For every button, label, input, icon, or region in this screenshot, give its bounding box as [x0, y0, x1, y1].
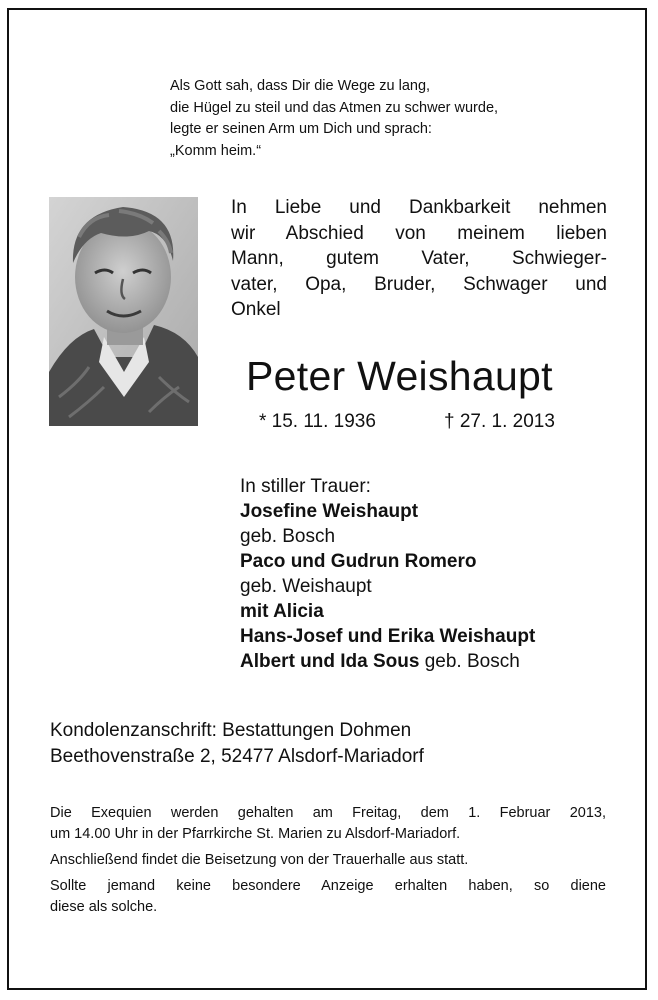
poem-line: die Hügel zu steil und das Atmen zu schwer wurde,: [170, 99, 499, 116]
condolence-line: Beethovenstraße 2, 52477 Alsdorf-Mariadorf: [50, 745, 424, 767]
intro-line: In Liebe und Dankbarkeit nehmen: [231, 197, 607, 218]
poem-line: legte er seinen Arm um Dich und sprach:: [170, 121, 432, 137]
notice-line: Sollte jemand keine besondere Anzeige erhalten haben, so diene: [50, 878, 606, 894]
mourner-line: [240, 524, 535, 549]
intro-line: vater, Opa, Bruder, Schwager und: [231, 273, 607, 295]
life-dates: [259, 409, 555, 435]
intro-line: Onkel: [231, 299, 281, 320]
service-line: Die Exequien werden gehalten am Freitag, dem 1. Februar 2013,: [50, 805, 606, 821]
condolence-address: [50, 718, 424, 769]
notice-line: diese als solche.: [50, 899, 158, 915]
mourner-note: geb. Bosch: [240, 526, 336, 547]
burial-line: Anschließend findet die Beisetzung von der Trauerhalle aus statt.: [50, 852, 469, 868]
mourner-note: geb. Bosch: [419, 651, 520, 672]
death-date: † 27. 1. 2013: [444, 411, 555, 432]
deceased-name: Peter Weishaupt: [246, 353, 553, 399]
condolence-line: Kondolenzanschrift: Bestattungen Dohmen: [50, 720, 412, 741]
portrait-photo-icon: [49, 197, 198, 426]
mourner-name: Albert und Ida Sous: [240, 651, 420, 672]
mourner-name: Paco und Gudrun Romero: [240, 551, 477, 572]
mourner-line: [240, 499, 535, 524]
mourner-name: Hans-Josef und Erika Weishaupt: [240, 626, 536, 647]
birth-date: * 15. 11. 1936: [259, 411, 376, 432]
mourners-heading: In stiller Trauer:: [240, 476, 371, 497]
mourner-name: mit Alicia: [240, 601, 324, 622]
intro-line: Mann, gutem Vater, Schwieger-: [231, 248, 607, 269]
mourner-line: [240, 549, 535, 574]
mourner-note: geb. Weishaupt: [240, 576, 372, 597]
intro-line: wir Abschied von meinem lieben: [231, 222, 607, 244]
poem-line: „Komm heim.“: [170, 142, 262, 159]
mourner-name: Josefine Weishaupt: [240, 501, 419, 522]
service-notes: [50, 803, 606, 918]
mourners-list: [240, 474, 535, 674]
poem: [170, 76, 498, 162]
mourner-line: [240, 649, 535, 674]
mourner-line: [240, 574, 535, 599]
intro-text: [231, 195, 607, 323]
service-line: um 14.00 Uhr in der Pfarrkirche St. Marien zu Alsdorf-Mariadorf.: [50, 826, 461, 842]
poem-line: Als Gott sah, dass Dir die Wege zu lang,: [170, 78, 431, 94]
mourner-line: [240, 624, 535, 649]
mourner-line: [240, 599, 535, 624]
